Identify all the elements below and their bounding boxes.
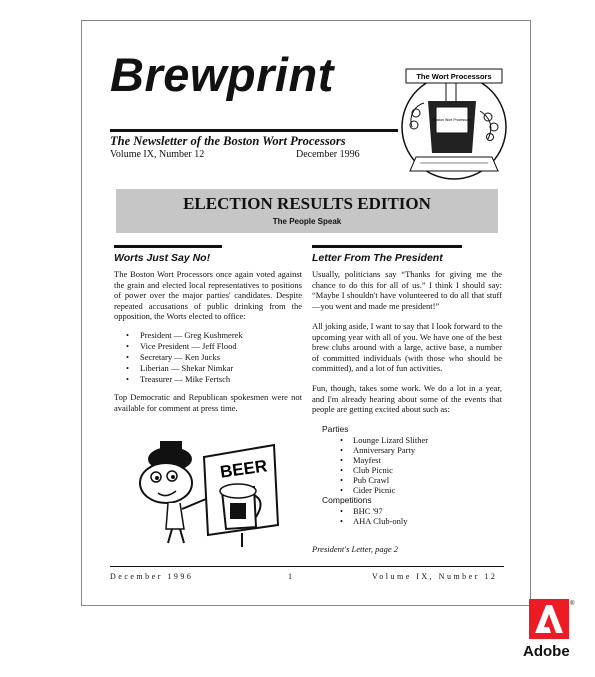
continued-note: President's Letter, page 2 <box>312 544 399 554</box>
left-intro-paragraph: The Boston Wort Processors once again voted against the grain and elected local representatives to positions of power over the major parties' candidates. Despite repeated accusations of public drinking from the opposition, the Worts elected to office: <box>114 269 302 321</box>
cartoon-sign-text: BEER <box>218 456 269 482</box>
newsletter-page <box>81 20 531 606</box>
adobe-logo-icon <box>529 599 573 639</box>
masthead-date: December 1996 <box>296 149 360 160</box>
logo-screen-text: Boston Wort Processors <box>433 118 471 122</box>
masthead-rule <box>110 129 398 132</box>
party-item: • Anniversary Party <box>340 445 500 455</box>
officer-item: • Treasurer — Mike Fertsch <box>114 374 302 385</box>
right-column-rule <box>312 245 462 248</box>
group-label-parties: Parties <box>322 424 349 434</box>
group-label-competitions: Competitions <box>322 495 372 505</box>
officers-list <box>114 330 302 385</box>
parties-list <box>340 435 500 495</box>
masthead-volume: Volume IX, Number 12 <box>110 149 205 160</box>
competition-item: • BHC '97 <box>340 506 500 516</box>
masthead-title: Brewprint <box>110 48 334 101</box>
party-item: • Mayfest <box>340 455 500 465</box>
svg-text:®: ® <box>570 601 575 607</box>
right-column-heading: Letter From The President <box>312 252 443 264</box>
footer-rule <box>110 566 504 567</box>
banner-title: ELECTION RESULTS EDITION <box>183 194 431 213</box>
party-item: • Cider Picnic <box>340 485 500 495</box>
party-item: • Pub Crawl <box>340 475 500 485</box>
beer-cartoon-icon <box>132 429 282 547</box>
party-item: • Lounge Lizard Slither <box>340 435 500 445</box>
officer-item: • Liberian — Shekar Nimkar <box>114 363 302 374</box>
party-item: • Club Picnic <box>340 465 500 475</box>
competitions-list <box>340 506 500 526</box>
banner-subtitle: The People Speak <box>272 217 342 226</box>
adobe-wordmark: Adobe <box>523 643 570 660</box>
letter-paragraph-2: All joking aside, I want to say that I look forward to the upcoming year with all of you. We have one of the best brew clubs around with a large, active base, a number of committed individuals (with those who should be committed), and a lot of fun activities. <box>312 321 502 373</box>
officer-item: • Secretary — Ken Jucks <box>114 352 302 363</box>
logo-text: The Wort Processors <box>416 72 492 81</box>
footer-page-number: 1 <box>288 572 295 581</box>
footer-volume: Volume IX, Number 12 <box>372 572 498 581</box>
letter-paragraph-1: Usually, politicians say “Thanks for giving me the chance to do this for all of us.” I think I should say: “Maybe I shouldn't have volunteered to do all that stuff—you went and made me president!” <box>312 269 502 311</box>
left-closing-paragraph: Top Democratic and Republican spokesmen were not available for comment at press time. <box>114 392 302 413</box>
letter-paragraph-3: Fun, though, takes some work. We do a lot in a year, and I'm already hearing about some of the events that people are getting excited about such as: <box>312 383 502 414</box>
officer-item: • Vice President — Jeff Flood <box>114 341 302 352</box>
left-column-heading: Worts Just Say No! <box>114 252 211 264</box>
footer-date: December 1996 <box>110 572 194 581</box>
left-column-rule <box>114 245 222 248</box>
headline-banner <box>116 189 498 233</box>
competition-item: • AHA Club-only <box>340 516 500 526</box>
wort-processors-logo-icon <box>398 61 510 189</box>
masthead-subtitle: The Newsletter of the Boston Wort Processors <box>110 134 346 148</box>
officer-item: • President — Greg Kushmerek <box>114 330 302 341</box>
